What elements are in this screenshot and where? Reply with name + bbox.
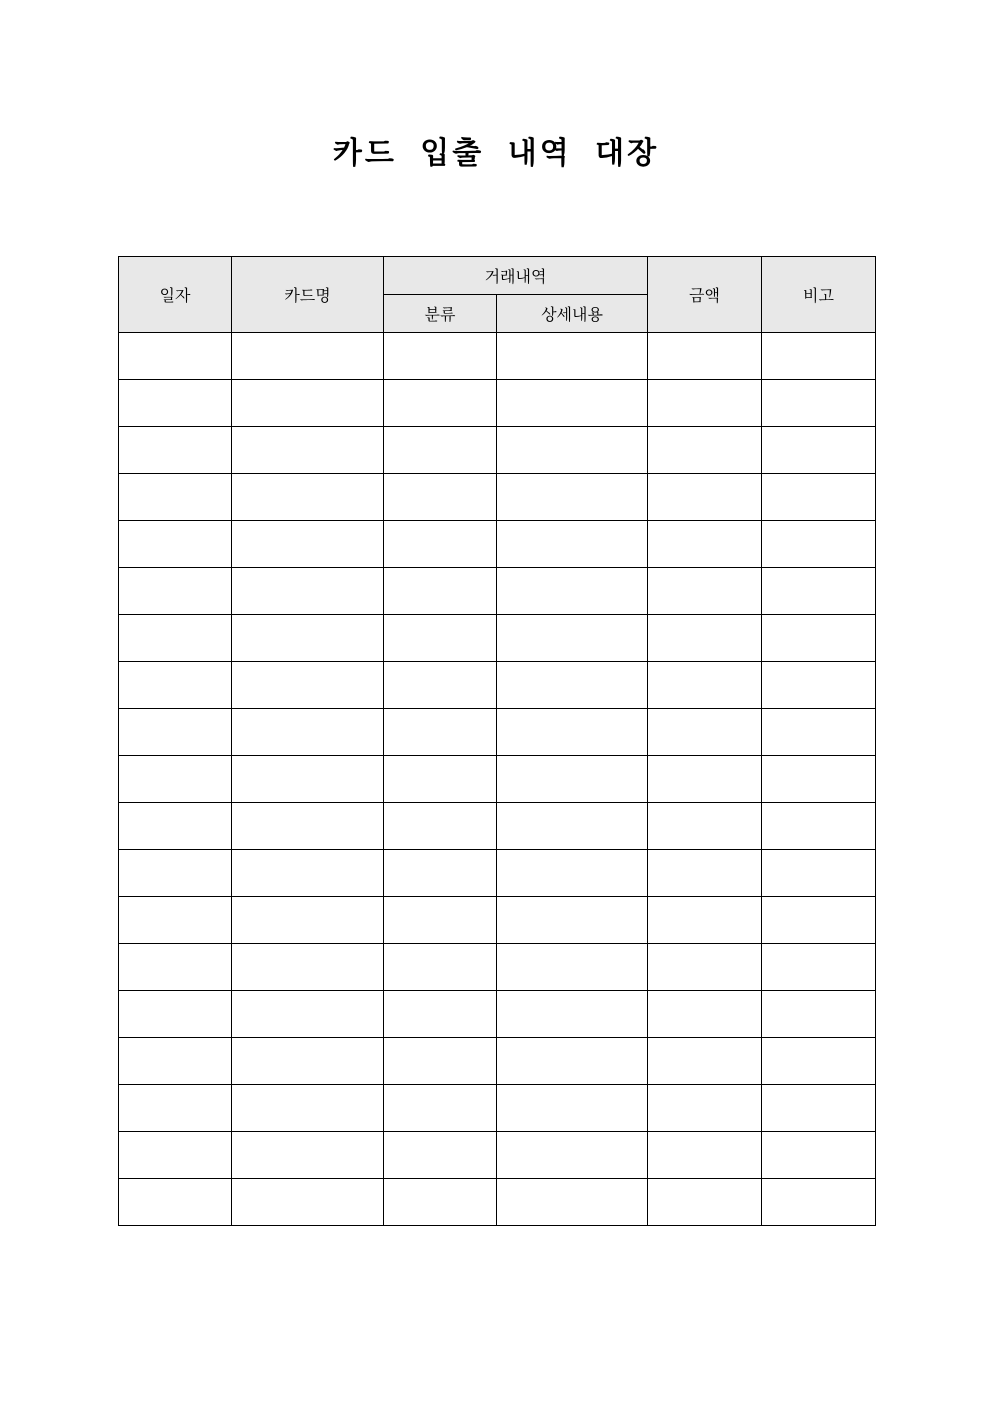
category-cell[interactable] xyxy=(384,709,497,756)
table-row xyxy=(119,568,876,615)
table-row xyxy=(119,1038,876,1085)
amount-cell[interactable] xyxy=(648,756,762,803)
details-cell[interactable] xyxy=(497,1179,648,1226)
amount-cell[interactable] xyxy=(648,1038,762,1085)
category-cell[interactable] xyxy=(384,1132,497,1179)
category-cell[interactable] xyxy=(384,662,497,709)
date-cell[interactable] xyxy=(119,897,232,944)
category-cell[interactable] xyxy=(384,991,497,1038)
table-row xyxy=(119,991,876,1038)
details-cell[interactable] xyxy=(497,803,648,850)
category-cell[interactable] xyxy=(384,427,497,474)
remarks-cell[interactable] xyxy=(762,1179,876,1226)
card-name-cell[interactable] xyxy=(232,474,384,521)
card-name-cell[interactable] xyxy=(232,380,384,427)
category-cell[interactable] xyxy=(384,380,497,427)
remarks-cell[interactable] xyxy=(762,756,876,803)
header-amount: 금액 xyxy=(648,257,762,333)
category-cell[interactable] xyxy=(384,850,497,897)
card-name-cell[interactable] xyxy=(232,333,384,380)
table-row xyxy=(119,1132,876,1179)
details-cell[interactable] xyxy=(497,615,648,662)
date-cell[interactable] xyxy=(119,662,232,709)
header-row-top xyxy=(119,257,876,295)
date-cell[interactable] xyxy=(119,944,232,991)
details-cell[interactable] xyxy=(497,944,648,991)
date-cell[interactable] xyxy=(119,1038,232,1085)
date-cell[interactable] xyxy=(119,756,232,803)
remarks-cell[interactable] xyxy=(762,850,876,897)
card-name-cell[interactable] xyxy=(232,850,384,897)
remarks-cell[interactable] xyxy=(762,474,876,521)
table-header xyxy=(119,257,876,333)
category-cell[interactable] xyxy=(384,944,497,991)
amount-cell[interactable] xyxy=(648,568,762,615)
amount-cell[interactable] xyxy=(648,474,762,521)
category-cell[interactable] xyxy=(384,521,497,568)
remarks-cell[interactable] xyxy=(762,944,876,991)
table-row xyxy=(119,709,876,756)
details-cell[interactable] xyxy=(497,568,648,615)
details-cell[interactable] xyxy=(497,850,648,897)
category-cell[interactable] xyxy=(384,568,497,615)
remarks-cell[interactable] xyxy=(762,803,876,850)
amount-cell[interactable] xyxy=(648,850,762,897)
header-remarks: 비고 xyxy=(762,257,876,333)
date-cell[interactable] xyxy=(119,1179,232,1226)
header-details: 상세내용 xyxy=(497,295,648,333)
category-cell[interactable] xyxy=(384,803,497,850)
card-name-cell[interactable] xyxy=(232,803,384,850)
amount-cell[interactable] xyxy=(648,1085,762,1132)
remarks-cell[interactable] xyxy=(762,1085,876,1132)
table-row xyxy=(119,1179,876,1226)
amount-cell[interactable] xyxy=(648,521,762,568)
details-cell[interactable] xyxy=(497,756,648,803)
remarks-cell[interactable] xyxy=(762,1132,876,1179)
card-name-cell[interactable] xyxy=(232,1132,384,1179)
card-name-cell[interactable] xyxy=(232,709,384,756)
details-cell[interactable] xyxy=(497,709,648,756)
details-cell[interactable] xyxy=(497,427,648,474)
card-name-cell[interactable] xyxy=(232,897,384,944)
details-cell[interactable] xyxy=(497,662,648,709)
date-cell[interactable] xyxy=(119,521,232,568)
amount-cell[interactable] xyxy=(648,427,762,474)
category-cell[interactable] xyxy=(384,1085,497,1132)
table-row xyxy=(119,333,876,380)
card-name-cell[interactable] xyxy=(232,756,384,803)
table-row xyxy=(119,803,876,850)
table-row xyxy=(119,756,876,803)
date-cell[interactable] xyxy=(119,380,232,427)
amount-cell[interactable] xyxy=(648,1179,762,1226)
details-cell[interactable] xyxy=(497,333,648,380)
card-name-cell[interactable] xyxy=(232,615,384,662)
table-row xyxy=(119,662,876,709)
details-cell[interactable] xyxy=(497,897,648,944)
category-cell[interactable] xyxy=(384,1179,497,1226)
table-row xyxy=(119,897,876,944)
amount-cell[interactable] xyxy=(648,897,762,944)
amount-cell[interactable] xyxy=(648,709,762,756)
page-title: 카드 입출 내역 대장 xyxy=(332,136,660,171)
card-name-cell[interactable] xyxy=(232,944,384,991)
details-cell[interactable] xyxy=(497,521,648,568)
remarks-cell[interactable] xyxy=(762,333,876,380)
category-cell[interactable] xyxy=(384,615,497,662)
date-cell[interactable] xyxy=(119,803,232,850)
table-row xyxy=(119,850,876,897)
date-cell[interactable] xyxy=(119,427,232,474)
remarks-cell[interactable] xyxy=(762,709,876,756)
header-category: 분류 xyxy=(384,295,497,333)
amount-cell[interactable] xyxy=(648,333,762,380)
date-cell[interactable] xyxy=(119,474,232,521)
remarks-cell[interactable] xyxy=(762,897,876,944)
remarks-cell[interactable] xyxy=(762,521,876,568)
remarks-cell[interactable] xyxy=(762,615,876,662)
remarks-cell[interactable] xyxy=(762,991,876,1038)
amount-cell[interactable] xyxy=(648,1132,762,1179)
details-cell[interactable] xyxy=(497,474,648,521)
details-cell[interactable] xyxy=(497,991,648,1038)
details-cell[interactable] xyxy=(497,1085,648,1132)
date-cell[interactable] xyxy=(119,333,232,380)
table-body xyxy=(119,333,876,1226)
card-name-cell[interactable] xyxy=(232,568,384,615)
table-row xyxy=(119,380,876,427)
remarks-cell[interactable] xyxy=(762,380,876,427)
card-name-cell[interactable] xyxy=(232,991,384,1038)
table-row xyxy=(119,944,876,991)
date-cell[interactable] xyxy=(119,1132,232,1179)
amount-cell[interactable] xyxy=(648,615,762,662)
table-row xyxy=(119,474,876,521)
header-date: 일자 xyxy=(119,257,232,333)
amount-cell[interactable] xyxy=(648,662,762,709)
amount-cell[interactable] xyxy=(648,991,762,1038)
date-cell[interactable] xyxy=(119,568,232,615)
amount-cell[interactable] xyxy=(648,380,762,427)
category-cell[interactable] xyxy=(384,1038,497,1085)
category-cell[interactable] xyxy=(384,897,497,944)
details-cell[interactable] xyxy=(497,1038,648,1085)
details-cell[interactable] xyxy=(497,1132,648,1179)
amount-cell[interactable] xyxy=(648,803,762,850)
details-cell[interactable] xyxy=(497,380,648,427)
table-row xyxy=(119,427,876,474)
category-cell[interactable] xyxy=(384,333,497,380)
table-row xyxy=(119,521,876,568)
remarks-cell[interactable] xyxy=(762,568,876,615)
header-transaction: 거래내역 xyxy=(384,257,648,295)
category-cell[interactable] xyxy=(384,474,497,521)
date-cell[interactable] xyxy=(119,850,232,897)
card-name-cell[interactable] xyxy=(232,662,384,709)
card-name-cell[interactable] xyxy=(232,427,384,474)
header-card-name: 카드명 xyxy=(232,257,384,333)
card-name-cell[interactable] xyxy=(232,521,384,568)
card-name-cell[interactable] xyxy=(232,1179,384,1226)
date-cell[interactable] xyxy=(119,709,232,756)
remarks-cell[interactable] xyxy=(762,1038,876,1085)
card-ledger-table xyxy=(118,256,876,1226)
table-row xyxy=(119,1085,876,1132)
amount-cell[interactable] xyxy=(648,944,762,991)
remarks-cell[interactable] xyxy=(762,662,876,709)
card-name-cell[interactable] xyxy=(232,1085,384,1132)
category-cell[interactable] xyxy=(384,756,497,803)
table-row xyxy=(119,615,876,662)
date-cell[interactable] xyxy=(119,991,232,1038)
remarks-cell[interactable] xyxy=(762,427,876,474)
date-cell[interactable] xyxy=(119,1085,232,1132)
card-name-cell[interactable] xyxy=(232,1038,384,1085)
date-cell[interactable] xyxy=(119,615,232,662)
